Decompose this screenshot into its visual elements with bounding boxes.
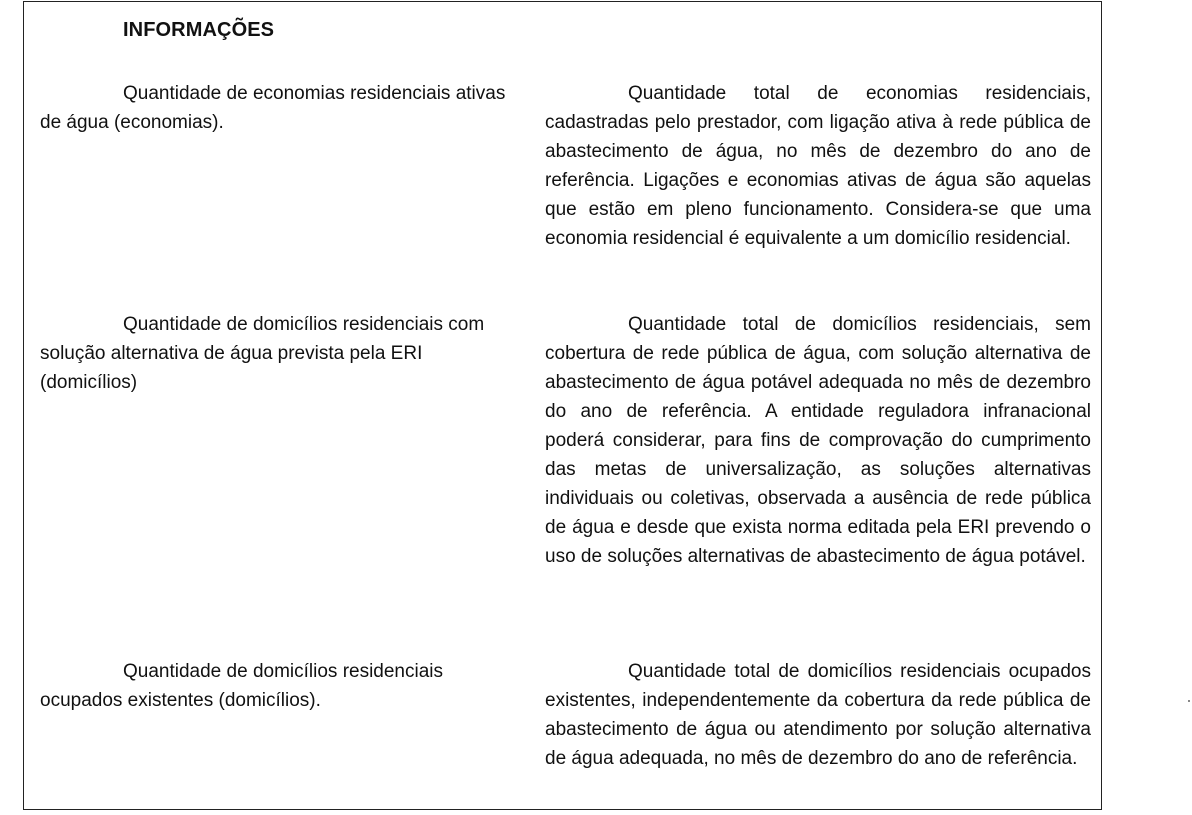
term-text: Quantidade de economias residenciais ativas de água (economias). bbox=[40, 83, 506, 133]
definition-text: Quantidade total de economias residenciais, cadastradas pelo prestador, com ligação ativa à rede pública de abastecimento de água, no mês de dezembro do ano de referência. Ligações e economias ativas de água são aquelas que estão em pleno funcionamento. Considera-se que uma economia residencial é equivalente a um domicílio residencial. bbox=[545, 83, 1091, 249]
stray-mark bbox=[1188, 700, 1190, 702]
definition-text: Quantidade total de domicílios residenciais ocupados existentes, independentemente da cobertura da rede pública de abastecimento de água ou atendimento por solução alternativa de água adequada, no mês de dezembro do ano de referência. bbox=[545, 661, 1091, 769]
term-text: Quantidade de domicílios residenciais ocupados existentes (domicílios). bbox=[40, 661, 444, 711]
definition-text: Quantidade total de domicílios residenciais, sem cobertura de rede pública de água, com solução alternativa de abastecimento de água potável adequada no mês de dezembro do ano de referência. A entidade reguladora infranacional poderá considerar, para fins de comprovação do cumprimento das metas de universalização, as soluções alternativas individuais ou coletivas, observada a ausência de rede pública de água e desde que exista norma editada pela ERI prevendo o uso de soluções alternativas de abastecimento de água potável. bbox=[545, 314, 1091, 567]
section-heading: INFORMAÇÕES bbox=[123, 19, 275, 41]
term-text: Quantidade de domicílios residenciais com solução alternativa de água prevista pela ERI (domicílios) bbox=[40, 314, 485, 393]
